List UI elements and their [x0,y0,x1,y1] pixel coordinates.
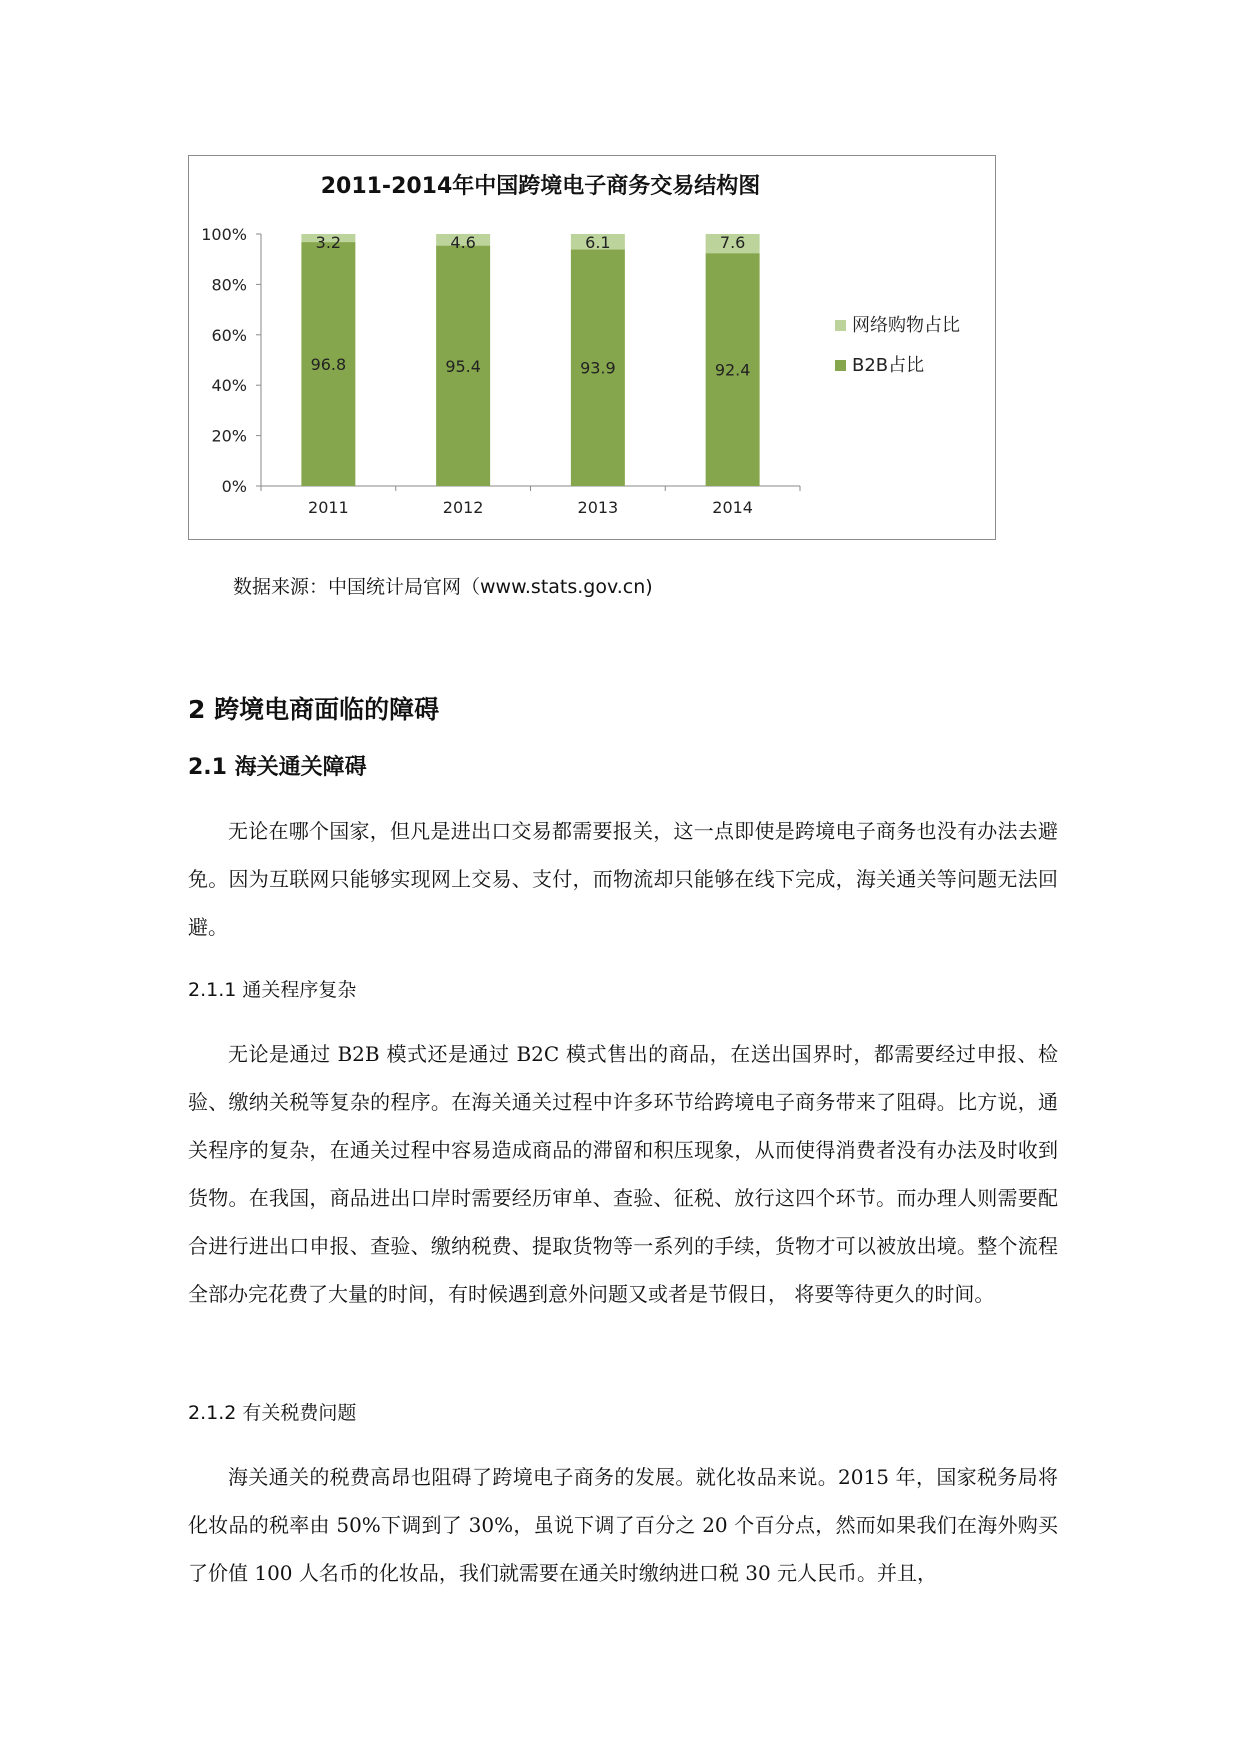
legend-label: 网络购物占比 [852,315,960,336]
data-label: 6.1 [585,233,611,252]
y-tick-label: 20% [211,426,247,446]
subsubsection-heading-2: 2.1.2 有关税费问题 [188,1402,357,1424]
subsubsection-heading-1: 2.1.1 通关程序复杂 [188,979,357,1001]
x-tick-label: 2012 [442,498,484,517]
y-tick-label: 40% [211,376,247,396]
legend-label: B2B占比 [852,355,925,376]
paragraph-tax-issues: 海关通关的税费高昂也阻碍了跨境电子商务的发展。就化妆品来说。2015 年，国家税务局将化妆品的税率由 50%下调到了 30%，虽说下调了百分之 20 个百分点，然而如果我们在海外购买了价值 100 人名币的化妆品，我们就需要在通关时缴纳进口税 30 元人民币。并且， [188,1465,1058,1585]
data-label: 96.8 [310,355,347,375]
legend-swatch [835,320,846,331]
chart-canvas [189,156,997,541]
y-tick-label: 80% [211,275,247,295]
x-tick-label: 2013 [577,498,619,517]
data-label: 93.9 [580,358,616,378]
y-tick-label: 100% [201,225,247,244]
data-label: 95.4 [445,356,481,376]
x-tick-label: 2011 [308,498,349,517]
chart-title: 2011-2014年中国跨境电子商务交易结构图 [320,174,761,199]
subsection-heading: 2.1 海关通关障碍 [188,755,367,780]
figure-caption: 数据来源：中国统计局官网（www.stats.gov.cn) [233,576,653,598]
data-label: 4.6 [450,233,476,252]
legend-swatch [835,360,846,371]
data-label: 92.4 [714,360,751,380]
y-tick-label: 0% [221,477,247,496]
y-tick-label: 60% [211,325,247,345]
stacked-bar-chart [188,155,996,540]
paragraph-customs-procedure: 无论是通过 B2B 模式还是通过 B2C 模式售出的商品，在送出国界时，都需要经过申报、检验、缴纳关税等复杂的程序。在海关通关过程中许多环节给跨境电子商务带来了阻碍。比方说，通关程序的复杂，在通关过程中容易造成商品的滞留和积压现象，从而使得消费者没有办法及时收到货物。在我国，商品进出口岸时需要经历审单、查验、征税、放行这四个环节。而办理人则需要配合进行进出口申报、查验、缴纳税费、提取货物等一系列的手续，货物才可以被放出境。整个流程全部办完花费了大量的时间，有时候遇到意外问题又或者是节假日， 将要等待更久的时间。 [188,1042,1058,1306]
data-label: 3.2 [315,233,342,252]
data-label: 7.6 [719,233,746,252]
section-heading: 2 跨境电商面临的障碍 [188,695,440,724]
paragraph-intro: 无论在哪个国家，但凡是进出口交易都需要报关，这一点即使是跨境电子商务也没有办法去避免。因为互联网只能够实现网上交易、支付，而物流却只能够在线下完成，海关通关等问题无法回避。 [188,819,1058,939]
x-tick-label: 2014 [712,498,753,517]
